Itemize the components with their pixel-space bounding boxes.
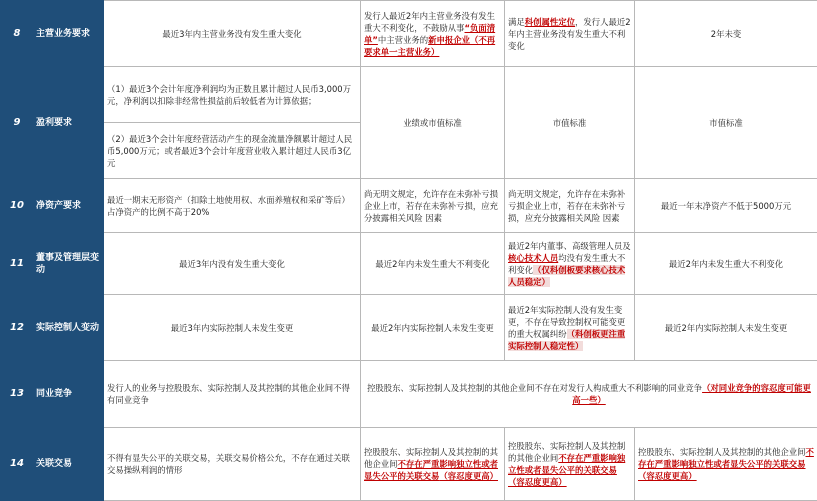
- main-board-cell: 最近3年内主营业务没有发生重大变化: [104, 1, 361, 67]
- bse-cell: 最近2年内实际控制人未发生变更: [635, 295, 817, 361]
- gem-cell: 尚无明文规定，允许存在未弥补亏损企业上市，若存在未弥补亏损，应充分披露相关风险 因素: [361, 179, 505, 233]
- star-cell: 最近2年实际控制人没有发生变更，不存在导致控制权可能变更的重大权属纠纷（科创板更注重实际控制人稳定性）: [505, 295, 635, 361]
- star-cell: 最近2年内董事、高级管理人员及核心技术人员均没有发生重大不利变化（仅科创板要求核心技术人员稳定）: [505, 233, 635, 295]
- bse-cell: 最近2年内未发生重大不利变化: [635, 233, 817, 295]
- table-row: [1, 179, 817, 233]
- gem-cell: 业绩或市值标准: [361, 67, 505, 179]
- main-board-cell-2: （2）最近3个会计年度经营活动产生的现金流量净额累计超过人民币5,000万元；或者最近3个会计年度营业收入累计超过人民币3亿元: [104, 123, 361, 179]
- main-board-cell-1: （1）最近3个会计年度净利润均为正数且累计超过人民币3,000万元，净利润以扣除非经常性损益前后较低者为计算依据；: [104, 67, 361, 123]
- star-cell: 尚无明文规定，允许存在未弥补亏损企业上市，若存在未弥补亏损，应充分披露相关风险 因素: [505, 179, 635, 233]
- star-cell: 控股股东、实际控制人及其控制的其他企业间不存在严重影响独立性或者显失公平的关联交易（容忍度更高）: [505, 428, 635, 501]
- row-label: 主营业务要求: [34, 1, 104, 67]
- gem-cell: 最近2年内实际控制人未发生变更: [361, 295, 505, 361]
- star-cell: 市值标准: [505, 67, 635, 179]
- main-board-cell: 最近3年内实际控制人未发生变更: [104, 295, 361, 361]
- row-label: 实际控制人变动: [34, 295, 104, 361]
- bse-cell: 2年未变: [635, 1, 817, 67]
- table-row: [1, 1, 817, 67]
- row-label: 净资产要求: [34, 179, 104, 233]
- table-row: [1, 295, 817, 361]
- gem-cell: 控股股东、实际控制人及其控制的其他企业间不存在严重影响独立性或者显失公平的关联交易（容忍度更高）: [361, 428, 505, 501]
- row-number: 11: [1, 233, 34, 295]
- row-label: 关联交易: [34, 428, 104, 501]
- main-board-cell: 发行人的业务与控股股东、实际控制人及其控制的其他企业间不得有同业竞争: [104, 361, 361, 428]
- row-number: 10: [1, 179, 34, 233]
- row-number: 9: [1, 67, 34, 179]
- table-row: [1, 428, 817, 501]
- table-row: [1, 233, 817, 295]
- row-number: 8: [1, 1, 34, 67]
- bse-cell: 市值标准: [635, 67, 817, 179]
- star-cell: 满足科创属性定位，发行人最近2年内主营业务没有发生重大不利变化: [505, 1, 635, 67]
- merged-cell: 控股股东、实际控制人及其控制的其他企业间不存在对发行人构成重大不利影响的同业竞争（对同业竞争的容忍度可能更高一些）: [361, 361, 817, 428]
- main-board-cell: 最近一期末无形资产（扣除土地使用权、水面养殖权和采矿等后）占净资产的比例不高于20%: [104, 179, 361, 233]
- main-board-cell: 不得有显失公平的关联交易，关联交易价格公允，不存在通过关联交易操纵利润的情形: [104, 428, 361, 501]
- row-label: 盈利要求: [34, 67, 104, 179]
- bse-cell: 最近一年末净资产不低于5000万元: [635, 179, 817, 233]
- row-number: 12: [1, 295, 34, 361]
- main-board-cell: 最近3年内没有发生重大变化: [104, 233, 361, 295]
- row-number: 13: [1, 361, 34, 428]
- table-row: [1, 361, 817, 428]
- row-label: 同业竞争: [34, 361, 104, 428]
- gem-cell: 最近2年内未发生重大不利变化: [361, 233, 505, 295]
- row-label: 董事及管理层变动: [34, 233, 104, 295]
- table-row: [1, 67, 817, 123]
- row-number: 14: [1, 428, 34, 501]
- gem-cell: 发行人最近2年内主营业务没有发生重大不利变化，不鼓励从事“负面清单”中主营业务的新申报企业（不再要求单一主营业务）: [361, 1, 505, 67]
- bse-cell: 控股股东、实际控制人及其控制的其他企业间不存在严重影响独立性或者显失公平的关联交易（容忍度更高）: [635, 428, 817, 501]
